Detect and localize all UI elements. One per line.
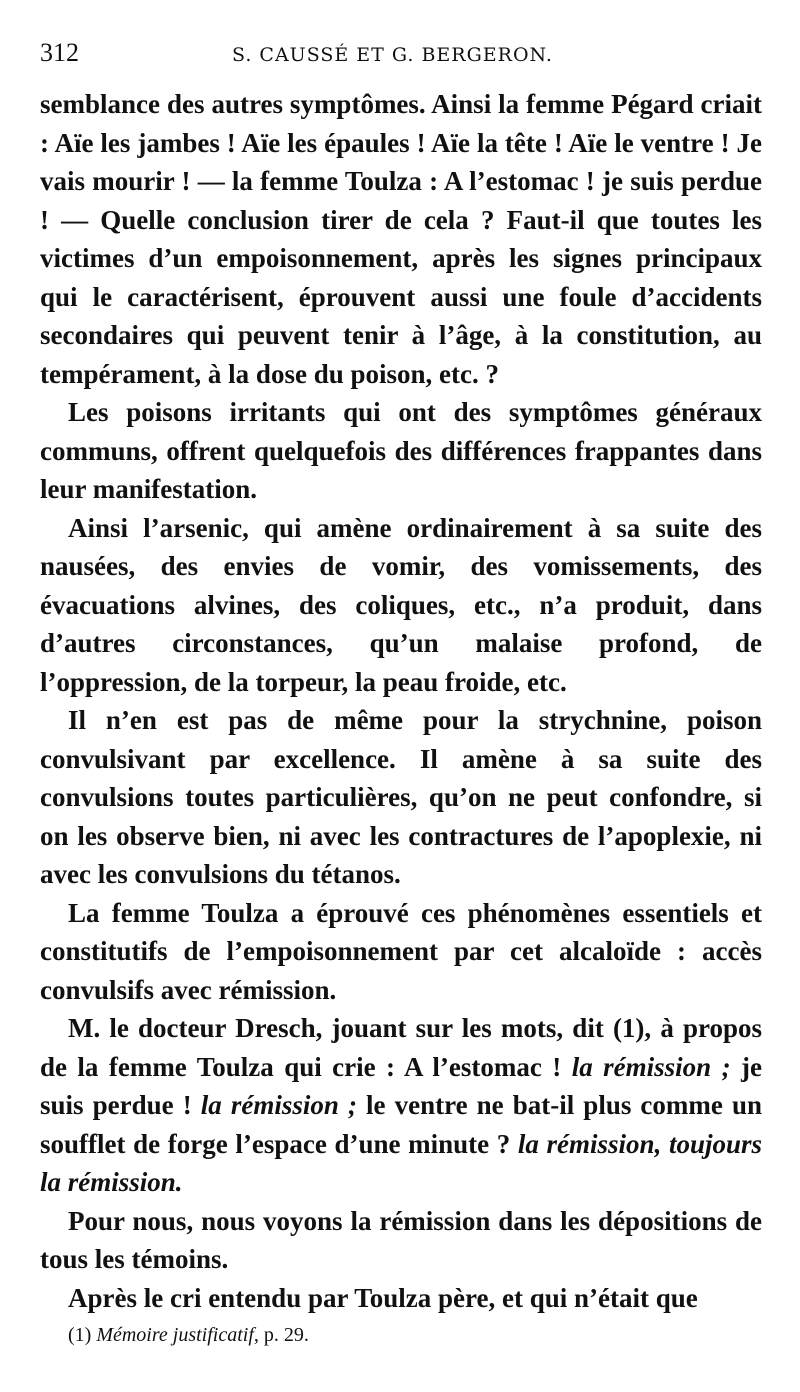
paragraph: Les poisons irritants qui ont des symptômes généraux communs, offrent quelquefois des différences frappantes dans leur manifestation. [40,397,762,504]
paragraph-text: le ventre ne bat-il plus comme un soufflet de forge l’espace d’une minute ? [40,1090,762,1159]
running-head: S. CAUSSÉ ET G. BERGERON. [232,44,553,66]
paragraph: Ainsi l’arsenic, qui amène ordinairement à sa suite des nausées, des envies de vomir, des vomissements, des évacuations alvines, des coliques, etc., n’a produit, dans d’autres circonstances, qu’un malaise profond, de l’oppression, de la torpeur, la peau froide, etc. [40,512,762,697]
paragraph: Il n’en est pas de même pour la strychnine, poison convulsivant par excellence. Il amène à sa suite des convulsions toutes particulières, qu’on ne peut confondre, si on les observe bien, ni avec les contractures de l’apoplexie, ni avec les convulsions du tétanos. [40,705,762,889]
paragraph: La femme Toulza a éprouvé ces phénomènes essentiels et constitutifs de l’empoisonnement par cet alcaloïde : accès convulsifs avec rémission. [40,897,762,1005]
page-header [40,38,762,72]
page-number: 312 [40,38,79,67]
paragraph: semblance des autres symptômes. Ainsi la femme Pégard criait : Aïe les jambes ! Aïe les épaules ! Aïe la tête ! Aïe le ventre ! Je vais mourir ! — la femme Toulza : A l’estomac ! je suis perdue ! — Quelle conclusion tirer de cela ? Faut-il que toutes les victimes d’un empoisonnement, après les signes principaux qui le caractérisent, éprouvent aussi une foule d’accidents secondaires qui peuvent tenir à l’âge, à la constitution, au tempérament, à la dose du poison, etc. ? [40,89,762,389]
footnote-marker: (1) [68,1324,92,1346]
paragraph: Après le cri entendu par Toulza père, et qui n’était que [68,1282,698,1313]
italic-phrase: la rémission ; [200,1090,357,1120]
body-text [40,85,762,1317]
paragraph [40,1009,762,1202]
paragraph-text: je suis perdue ! [40,1051,762,1120]
footnote [68,1324,762,1347]
italic-phrase: la rémission ; [571,1051,731,1082]
footnote-title: Mémoire justificatif [96,1324,254,1346]
footnote-page: , p. 29. [253,1324,309,1346]
paragraph-text: M. le docteur Dresch, jouant sur les mots, dit (1), à propos de la femme Toulza qui crie : A l’estomac ! [40,1013,762,1082]
paragraph: Pour nous, nous voyons la rémission dans les dépositions de tous les témoins. [40,1205,762,1274]
italic-phrase: la rémission, toujours la rémission. [40,1128,763,1197]
